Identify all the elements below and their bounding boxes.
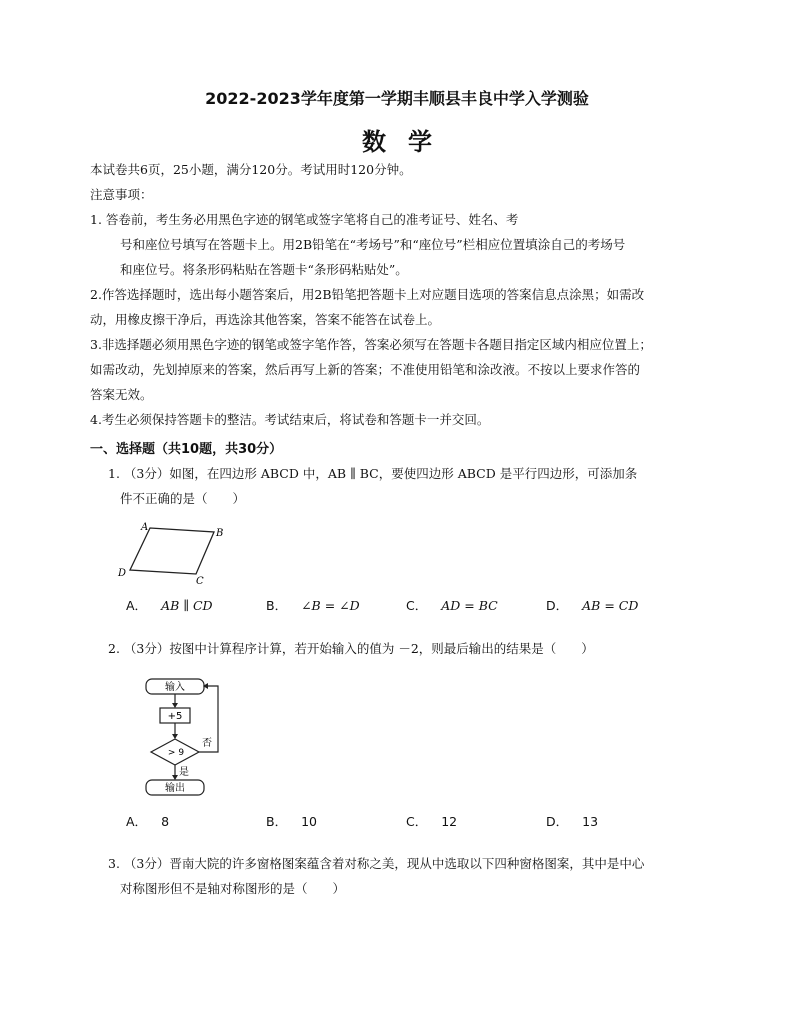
question-2-option-a[interactable] <box>126 812 169 830</box>
question-1-option-a[interactable] <box>126 596 213 614</box>
parallelogram-figure <box>112 518 232 586</box>
section-title: 一、选择题（共10题，共30分） <box>90 442 283 457</box>
option-text: ∠B = ∠D <box>301 598 360 613</box>
option-text: 8 <box>161 814 170 829</box>
question-2-option-d[interactable] <box>546 812 598 830</box>
notice-2-line-2: 动，用橡皮擦干净后，再选涂其他答案，答案不能答在试卷上。 <box>90 312 441 327</box>
notice-2-line-1: 2.作答选择题时，选出每小题答案后，用2B铅笔把答题卡上对应题目选项的答案信息点涂黑；如需改 <box>90 287 645 302</box>
flow-arrowhead <box>172 734 178 739</box>
exam-title: 2022-2023学年度第一学期丰顺县丰良中学入学测验 <box>205 89 589 108</box>
option-label: B． <box>266 598 288 613</box>
flow-yes-label: 是 <box>179 767 189 778</box>
option-text: 12 <box>441 814 458 829</box>
notice-3-line-1: 3.非选择题必须用黑色字迹的钢笔或签字笔作答，答案必须写在答题卡各题目指定区域内相应位置上； <box>90 337 652 352</box>
option-label: C． <box>406 814 428 829</box>
notice-3-line-3: 答案无效。 <box>90 387 153 402</box>
flowchart-figure <box>140 674 240 802</box>
question-1-text: 1. （3分）如图，在四边形 ABCD 中，AB ∥ BC，要使四边形 ABCD 是平行四边形，可添加条 <box>108 466 638 481</box>
option-text: AD = BC <box>441 598 498 613</box>
flow-arrowhead <box>172 775 178 780</box>
question-2-option-b[interactable] <box>266 812 317 830</box>
question-1-option-b[interactable] <box>266 596 360 614</box>
option-label: D． <box>546 598 569 613</box>
notice-4: 4.考生必须保持答题卡的整洁。考试结束后，将试卷和答题卡一并交回。 <box>90 412 490 427</box>
flow-output-label: 输出 <box>165 783 185 794</box>
option-label: A． <box>126 814 148 829</box>
option-text: AB = CD <box>582 598 639 613</box>
flow-condition-label: > 9 <box>167 748 185 758</box>
flow-no-label: 否 <box>202 738 212 749</box>
question-2-option-c[interactable] <box>406 812 457 830</box>
question-3-text-cont: 对称图形但不是轴对称图形的是（ ） <box>120 881 346 896</box>
question-1-option-d[interactable] <box>546 596 638 614</box>
option-label: B． <box>266 814 288 829</box>
vertex-label-d: D <box>118 568 127 579</box>
option-label: A． <box>126 598 148 613</box>
option-text: 13 <box>582 814 599 829</box>
vertex-label-c: C <box>196 576 204 586</box>
flow-step-label: +5 <box>167 711 183 722</box>
notice-1-line-1: 1. 答卷前，考生务必用黑色字迹的钢笔或签字笔将自己的准考证号、姓名、考 <box>90 212 519 227</box>
intro-line: 本试卷共6页，25小题，满分120分。考试用时120分钟。 <box>90 162 412 177</box>
option-text: AB ∥ CD <box>161 598 213 613</box>
notice-3-line-2: 如需改动，先划掉原来的答案，然后再写上新的答案；不准使用铅笔和涂改液。不按以上要求作答的 <box>90 362 641 377</box>
subject-title: 数学 <box>362 128 454 156</box>
question-1-option-c[interactable] <box>406 596 498 614</box>
option-label: D． <box>546 814 569 829</box>
parallelogram-shape <box>130 528 214 574</box>
question-3-text: 3. （3分）晋南大院的许多窗格图案蕴含着对称之美，现从中选取以下四种窗格图案，其中是中心 <box>108 856 645 871</box>
vertex-label-a: A <box>141 522 149 533</box>
option-label: C． <box>406 598 428 613</box>
flow-input-label: 输入 <box>165 682 185 693</box>
notice-1-line-3: 和座位号。将条形码粘贴在答题卡“条形码粘贴处”。 <box>120 262 408 277</box>
flow-arrowhead <box>172 703 178 708</box>
option-text: 10 <box>301 814 317 829</box>
question-1-text-cont: 件不正确的是（ ） <box>120 491 246 506</box>
notice-label: 注意事项： <box>90 187 153 202</box>
question-2-text: 2. （3分）按图中计算程序计算，若开始输入的值为 －2，则最后输出的结果是（ ） <box>108 641 594 656</box>
notice-1-line-2: 号和座位号填写在答题卡上。用2B铅笔在“考场号”和“座位号”栏相应位置填涂自己的考场号 <box>120 237 626 252</box>
vertex-label-b: B <box>216 528 224 539</box>
